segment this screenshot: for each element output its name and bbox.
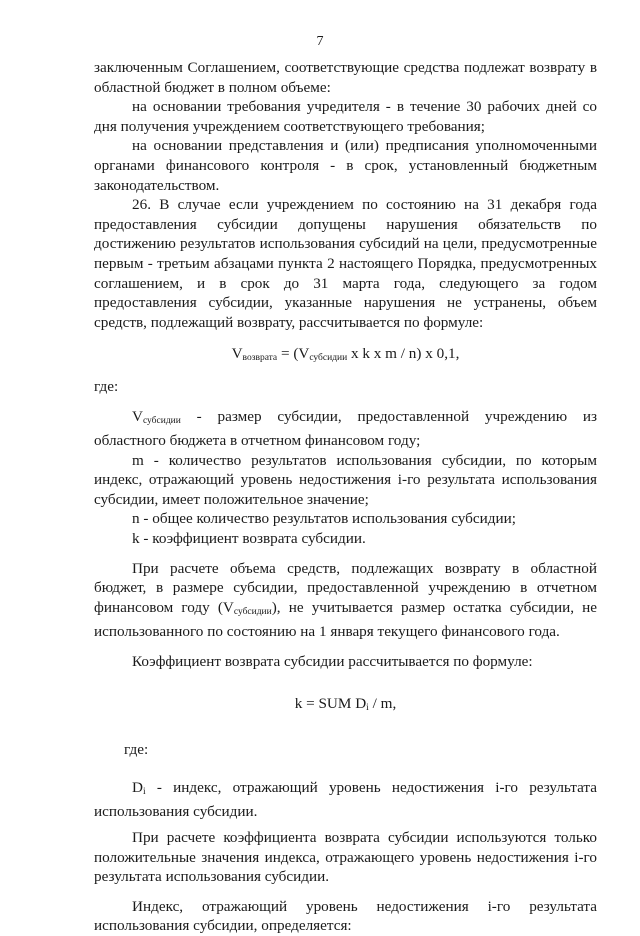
paragraph-coefficient-intro: Коэффициент возврата субсидии рассчитывается по формуле:	[132, 653, 533, 671]
formula-coefficient: k = SUM $D_i$ / m,	[294, 694, 397, 713]
paragraph-positive-values: При расчете коэффициента возврата субсидии используются только положительные значения индекса, отражающего уровень недостижения i-го результата использования субсидии.	[94, 829, 597, 886]
formula-sub-subsidy: субсидии	[309, 353, 348, 364]
document-body	[94, 58, 597, 936]
formula-return-volume	[94, 344, 597, 369]
where-label-2: где:	[124, 741, 149, 759]
definition-v-subsidy: $V_{субсидии}$ - размер субсидии, предоставленной учреждению из областного бюджета в отчетном финансовом году;	[94, 407, 597, 450]
formula-v: V	[231, 345, 243, 363]
definition-n: n - общее количество результатов использования субсидии;	[132, 510, 516, 528]
paragraph-clause-26: 26. В случае если учреждением по состоянию на 31 декабря года предоставления субсидии допущены нарушения обязательств по достижению результатов использования субсидий на цели, предусмотренные первым - третьим абзацами пункта 2 настоящего Порядка, предусмотренных соглашением, и в срок до 31 марта года, следующего за годом предоставления субсидии, указанные нарушения не устранены, объем средств, подлежащий возврату, рассчитывается по формуле:	[94, 196, 597, 331]
where-label-1: где:	[94, 377, 119, 395]
paragraph-item-founder-request: на основании требования учредителя - в течение 30 рабочих дней со дня получения учреждением соответствующего требования;	[94, 98, 597, 135]
paragraph-item-control-bodies: на основании представления и (или) предписания уполномоченными органами финансового контроля - в срок, установленный бюджетным законодательством.	[94, 137, 597, 194]
definition-d-index: $D_i$ - индекс, отражающий уровень недостижения i-го результата использования субсидии.	[94, 778, 597, 821]
paragraph-continuation: заключенным Соглашением, соответствующие средства подлежат возврату в областной бюджет в полном объеме:	[94, 59, 597, 96]
paragraph-calculation-note: При расчете объема средств, подлежащих возврату в областной бюджет, в размере субсидии, предоставленной учреждению в отчетном финансовом году $(V_{субсидии})$, не учитывается размер остатка субсидии, не использованного по состоянию на 1 января текущего финансового года.	[94, 559, 598, 641]
formula-sub-return: возврата	[242, 353, 278, 364]
formula-rest: x k x m / n) x 0,1,	[347, 345, 460, 363]
page-number: 7	[316, 34, 324, 49]
formula-eq-open: = (V	[277, 345, 310, 363]
definition-k: k - коэффициент возврата субсидии.	[132, 530, 366, 548]
paragraph-index-definition: Индекс, отражающий уровень недостижения i-го результата использования субсидии, определяется:	[94, 897, 597, 935]
definition-m: m - количество результатов использования субсидии, по которым индекс, отражающий уровень недостижения i-го результата использования субсидии, имеет положительное значение;	[94, 451, 597, 508]
